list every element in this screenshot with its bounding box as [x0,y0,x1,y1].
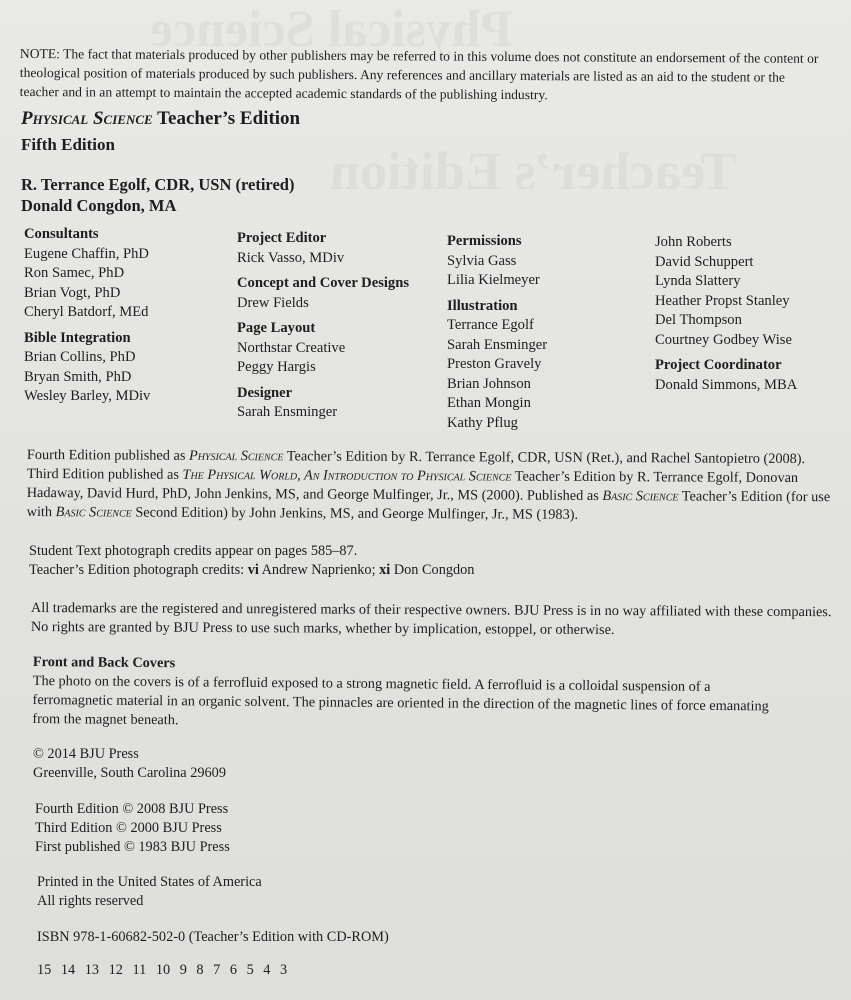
credits-column-4 [655,233,797,395]
credit-name: Lynda Slattery [655,273,741,289]
page-layout-heading: Page Layout [237,320,316,336]
isbn: ISBN 978-1-60682-502-0 (Teacher’s Edition with CD-ROM) [37,929,389,945]
credits-column-2 [237,229,409,423]
history-title: Physical Science [188,447,284,465]
book-title-suffix: Teacher’s Edition [152,108,301,129]
teacher-photo-credits [29,561,474,580]
permissions-heading: Permissions [447,233,522,249]
covers-section [32,653,793,736]
history-title: The Physical World, An Introduction to Physical Science [182,466,512,485]
credit-name: David Schuppert [655,253,754,270]
authors-list [21,174,294,216]
history-text: Teacher’s Edition (for use with [26,488,831,521]
printed-country: Printed in the United States of America [37,874,262,890]
edition-line: Third Edition © 2000 BJU Press [35,820,222,836]
author: R. Terrance Egolf, CDR, USN (retired) [21,175,295,194]
credits-column-1 [24,225,150,407]
trademarks-notice: All trademarks are the registered and unregistered marks of their respective owners. BJU Press is in no way affiliated with these companies. No rights are granted by BJU Press to use such marks, whether by implication, estoppel, or otherwise. [30,600,832,639]
illustration-heading: Illustration [447,297,518,314]
history-text: Fourth Edition published as [26,447,190,464]
history-title: Basic Science [55,504,132,521]
edition-line: First published © 1983 BJU Press [35,839,230,855]
credit-name: Cheryl Batdorf, MEd [24,304,149,320]
credits-prefix: Teacher’s Edition photograph credits: [29,562,248,578]
book-series-name: Physical Science [21,108,153,129]
credit-name: Sylvia Gass [447,252,517,269]
book-title [21,108,300,130]
credit-name: Del Thompson [655,312,742,328]
credit-name: Brian Collins, PhD [24,349,136,365]
credit-name: Brian Vogt, PhD [24,284,121,301]
credit-name: Peggy Hargis [237,359,316,375]
history-title: Basic Science [602,488,679,505]
page-ref: vi [247,562,259,578]
photo-credits [29,542,474,580]
printed-notice [37,873,262,911]
credit-name: John Roberts [655,234,732,250]
edition-history [27,446,837,526]
rights-reserved: All rights reserved [37,893,144,909]
page-ref: xi [379,562,391,578]
edition-label: Fifth Edition [21,135,115,154]
credit-name: Preston Gravely [447,356,542,372]
project-coordinator-heading: Project Coordinator [655,357,782,373]
credit-name: Ethan Mongin [447,395,531,411]
history-text: Teacher’s Edition by R. Terrance Egolf, Donovan Hadaway, David Hurd, PhD, John Jenkins, MS, and George Mulfinger, Jr., MS (2000). Published as [26,468,799,505]
designer-heading: Designer [237,384,293,401]
credit-name: Brian Johnson [447,375,531,392]
credits-column-3 [447,232,547,433]
credit-name: Lilia Kielmeyer [447,272,540,288]
edition-line: Fourth Edition © 2008 BJU Press [35,801,229,817]
credit-name: Kathy Pflug [447,414,518,431]
publisher-note: NOTE: The fact that materials produced by other publishers may be referred to in this volume does not constitute an endorsement of the content or theological position of materials produced by such publishers. Any references and ancillary materials are listed as an aid to the student or the teacher and in an attempt to maintain the accepted academic standards of the publishing industry. [19,45,819,103]
covers-text: The photo on the covers is of a ferrofluid exposed to a strong magnetic field. A ferrofluid is a colloidal suspension of a ferromagnetic material in an organic solvent. The pinnacles are oriented in the direction of the magnetic lines of force emanating from the magnet beneath. [32,672,769,729]
history-text: Second Edition) by John Jenkins, MS, and George Mulfinger, Jr., MS (1983). [131,504,579,523]
credit-name: Andrew Naprienko; [258,562,380,578]
prior-editions [35,800,230,857]
history-text: Teacher’s Edition by R. Terrance Egolf, CDR, USN (Ret.), and Rachel Santopietro (2008). Third Edition published as [26,448,806,483]
credit-name: Rick Vasso, MDiv [237,249,345,266]
credit-name: Donald Simmons, MBA [655,376,798,393]
covers-heading: Front and Back Covers [32,653,176,672]
credit-name: Terrance Egolf [447,317,534,333]
author: Donald Congdon, MA [21,196,177,215]
credit-name: Ron Samec, PhD [24,265,125,281]
student-photo-credits: Student Text photograph credits appear on pages 585–87. [29,543,358,559]
bible-integration-heading: Bible Integration [24,329,131,346]
bleed-through-subtitle [330,140,737,202]
credit-name: Eugene Chaffin, PhD [24,245,149,262]
credit-name: Heather Propst Stanley [655,292,790,309]
printer-key: 15 14 13 12 11 10 9 8 7 6 5 4 3 [37,962,288,978]
credit-name: Sarah Ensminger [447,336,548,353]
credit-name: Northstar Creative [237,339,346,356]
credit-name: Wesley Barley, MDiv [24,388,151,404]
credit-name: Sarah Ensminger [237,404,338,420]
project-editor-heading: Project Editor [237,230,327,246]
consultants-heading: Consultants [24,226,99,242]
credit-name: Courtney Godbey Wise [655,331,792,348]
concept-cover-heading: Concept and Cover Designs [237,275,410,291]
credit-name: Don Congdon [390,562,475,578]
publisher-address: Greenville, South Carolina 29609 [33,765,226,781]
credit-name: Bryan Smith, PhD [24,368,132,385]
copyright-block [33,745,226,783]
copyright-line: © 2014 BJU Press [33,746,139,762]
credit-name: Drew Fields [237,294,309,311]
